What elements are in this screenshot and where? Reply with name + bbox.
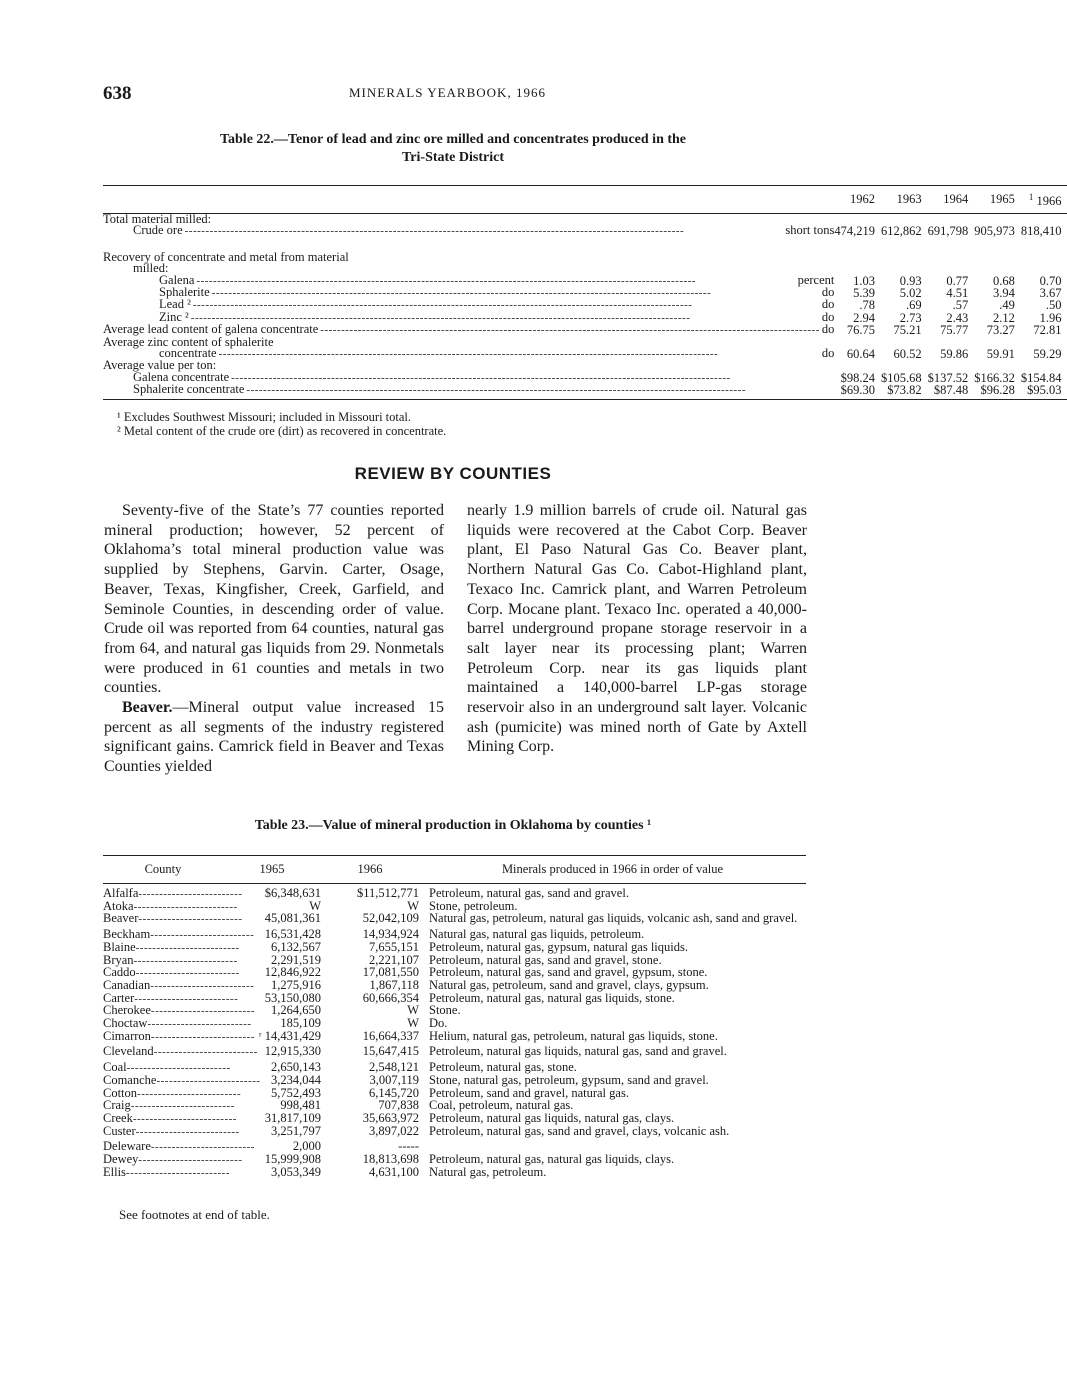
row-label-text: Average lead content of galena concentrate	[103, 322, 319, 337]
table23-minerals: Petroleum, natural gas, sand and gravel, clays, volcanic ash.	[429, 1123, 730, 1138]
county-name: Bryan -----	[103, 953, 238, 967]
table22-cell-1962: 2.94	[853, 310, 875, 325]
row-label-text: concentrate	[159, 346, 217, 361]
table22-cell-1963: 5.02	[899, 286, 922, 301]
table23-value-1966: 15,647,415	[362, 1044, 419, 1059]
table23-value-1965: 3,053,349	[271, 1164, 321, 1179]
table23-minerals: Coal, petroleum, natural gas.	[429, 1098, 574, 1113]
table23-value-1965: 3,251,797	[271, 1123, 321, 1138]
table22-title-line2: Tri-State District	[402, 150, 504, 165]
table22-cell-1963: $105.68	[880, 370, 922, 385]
table22-cell-1964: 0.77	[946, 273, 969, 288]
table23-value-1966: W	[407, 898, 419, 913]
table23-row	[103, 1167, 806, 1180]
text-column-right	[467, 501, 807, 757]
table22-cell-1966: 0.70	[1039, 273, 1062, 288]
table23-minerals: Petroleum, natural gas, gypsum, natural gas liquids.	[429, 939, 688, 954]
table23-value-1965: 1,275,916	[271, 977, 321, 992]
table22-cell-1965: $96.28	[974, 384, 1021, 399]
table22-cell-1964: 2.43	[946, 310, 969, 325]
table22-row	[103, 263, 1067, 274]
table22-cell-1966: 3.67	[1039, 286, 1062, 301]
table22-cell-1962: 76.75	[846, 323, 875, 338]
table22-cell-1966: 1.96	[1039, 310, 1062, 325]
table23-value-1966: 2,548,121	[369, 1060, 419, 1075]
table23-minerals: Stone, natural gas, petroleum, gypsum, sand and gravel.	[429, 1072, 709, 1087]
table22-cell-1963: 612,862	[880, 224, 922, 239]
table22-row-label	[103, 287, 834, 299]
table23-title: Table 23.—Value of mineral production in Oklahoma by counties ¹	[254, 818, 652, 833]
table22-cell-1964: 59.86	[940, 347, 969, 362]
table22-row	[103, 360, 1067, 371]
table23-value-1966: 4,631,100	[369, 1164, 419, 1179]
row-label-text: Lead ²	[159, 297, 191, 312]
table23-value-1965: 45,081,361	[264, 911, 321, 926]
table22-cell-1964: $87.48	[928, 384, 975, 399]
table23-minerals: Petroleum, natural gas, sand and gravel.	[429, 886, 629, 900]
table22-cell-1962: 1.03	[853, 273, 875, 288]
table22-cell-1966: 818,410	[1020, 224, 1062, 239]
table23-value-1966: 18,813,698	[362, 1152, 419, 1167]
table23-value-1966: $11,512,771	[356, 886, 419, 900]
table23-header-row	[103, 856, 806, 884]
table23-value-1966: 17,081,550	[362, 965, 419, 980]
table23-minerals: Natural gas, petroleum, sand and gravel, clays, gypsum.	[429, 977, 709, 992]
table23-value-1965: 53,150,080	[264, 990, 321, 1005]
county-name: Deleware -----	[103, 1139, 255, 1153]
table23-minerals: Helium, natural gas, petroleum, natural gas liquids, stone.	[429, 1028, 718, 1043]
table23-value-1965: 16,531,428	[264, 927, 321, 942]
dot-leader	[196, 275, 795, 287]
row-label-text: Average zinc content of sphalerite	[103, 334, 274, 349]
row-unit: short tons	[785, 223, 835, 238]
table22-cell-1962: 5.39	[853, 286, 875, 301]
table23-minerals: Petroleum, natural gas, natural gas liquids, stone.	[429, 990, 675, 1005]
table23-value-1965: 1,264,650	[271, 1003, 321, 1018]
county-name: Beaver -----	[103, 911, 242, 925]
table23-minerals: Petroleum, natural gas, natural gas liquids, clays.	[429, 1152, 675, 1167]
row-label-text: Zinc ²	[159, 309, 189, 324]
table23-minerals: Stone.	[429, 1003, 461, 1018]
footnote-marker: 1	[1028, 191, 1034, 202]
table23-minerals: Petroleum, sand and gravel, natural gas.	[429, 1085, 629, 1100]
footnote-1: ¹ Excludes Southwest Missouri; included in Missouri total.	[117, 410, 412, 424]
table22-header-1965: 1965	[974, 186, 1021, 214]
table22-title	[103, 131, 803, 167]
table22-cell-1962: $98.24	[840, 370, 875, 385]
paragraph-intro: Seventy-five of the State’s 77 counties reported mineral production; however, 52 percent of Oklahoma’s total mineral production value was supplied by Stephens, Garvin. Carter, Osage, Beaver, Texas, Kingfisher, Creek, Garfield, and Seminole Counties, in descending order of value. Crude oil was reported from 64 counties, natural gas from 64, and natural gas liquids from 29. Nonmetals were produced in 61 counties and metals in two counties.	[104, 502, 444, 697]
row-label-text: Sphalerite	[159, 285, 210, 300]
table22-cell-1965: $166.32	[974, 370, 1015, 385]
table22-cell-1963: .69	[905, 298, 922, 313]
table22-cell-1965: 3.94	[992, 286, 1015, 301]
table23-minerals: Petroleum, natural gas, sand and gravel, stone.	[429, 952, 662, 967]
table22-header-1962: 1962	[834, 186, 881, 214]
table22-cell-1962: .78	[859, 298, 875, 313]
table23-value-1965: 15,999,908	[264, 1152, 321, 1167]
county-name: Alfalfa -----	[103, 886, 242, 900]
table23-value-1966: W	[407, 1003, 419, 1018]
dot-leader	[212, 287, 820, 299]
table23-value-1965: 6,132,567	[271, 939, 321, 954]
page-number: 638	[103, 83, 132, 104]
paragraph-continued: nearly 1.9 million barrels of crude oil. Natural gas liquids were recovered at the Cabot Corp. Beaver plant, El Paso Natural Gas Co. Beaver plant, Northern Natural Gas Co. Cabot-Highland plant, Texaco Inc. Camrick plant, and Warren Petroleum Corp. Mocane plant. Texaco Inc. operated a 40,000-barrel underground propane storage reservoir in a salt layer near its processing plant; Warren Petroleum Corp. near its gas liquids plant maintained a 140,000-barrel LP-gas storage reservoir also in an underground salt layer. Volcanic ash (pumicite) was mined north of Gate by Axtell Mining Corp.	[467, 502, 807, 756]
county-name: Beckham -----	[103, 927, 254, 941]
table23-value-1966: 2,221,107	[369, 952, 419, 967]
table22-cell-1965: 0.68	[992, 273, 1015, 288]
table22-cell-1962: $69.30	[834, 384, 881, 399]
table22-row-label	[103, 299, 834, 311]
table22-header-1963: 1963	[881, 186, 928, 214]
paragraph-beaver	[104, 698, 444, 777]
table22-cell-1963: 2.73	[899, 310, 922, 325]
table22-footnotes	[117, 410, 446, 438]
row-label-text: Crude ore	[133, 223, 183, 238]
dot-leader	[193, 299, 820, 311]
table22-cell-1962: 60.64	[846, 347, 875, 362]
table22-cell-1963	[881, 252, 928, 263]
table22-cell-1963: $73.82	[881, 384, 928, 399]
table23-value-1965: 5,752,493	[271, 1085, 321, 1100]
table23-value-1965: 12,846,922	[264, 965, 321, 980]
table22-cell-1963: 60.52	[893, 347, 922, 362]
table22-cell-1966: $154.84	[1020, 370, 1062, 385]
row-label-text: Average value per ton:	[103, 358, 217, 373]
table22-row-label	[103, 384, 834, 399]
paragraph-beaver-text: —Mineral output value increased 15 percent as all segments of the industry registered significant gains. Camrick field in Beaver and Texas Counties yielded	[104, 699, 444, 776]
table23-value-1966: 1,867,118	[369, 977, 419, 992]
table23-value-1965: 12,915,330	[264, 1044, 321, 1059]
dot-leader	[231, 372, 832, 384]
row-unit: do	[821, 285, 835, 300]
table22-row	[103, 384, 1067, 399]
text-column-left	[104, 501, 444, 777]
table23-value-1966: 16,664,337	[362, 1028, 419, 1043]
county-name: Cimarron -----	[103, 1029, 255, 1043]
table22-title-line1: Table 22.—Tenor of lead and zinc ore milled and concentrates produced in the	[219, 132, 687, 147]
table22-cell-1964: .57	[952, 298, 969, 313]
table22-row	[103, 372, 1067, 384]
row-label-text: Total material milled:	[103, 212, 212, 226]
table23-value-1965: 998,481	[280, 1098, 321, 1113]
table22-cell-1964	[928, 263, 975, 274]
row-unit: do	[821, 346, 835, 361]
table22-cell-1964	[928, 252, 975, 263]
table23-header-1966: 1966	[321, 856, 419, 884]
table22-row	[103, 252, 1067, 263]
table22-row	[103, 299, 1067, 311]
county-name: Comanche -----	[103, 1073, 261, 1087]
table23-value-1966: W	[407, 1016, 419, 1031]
county-name: Atoka -----	[103, 899, 238, 913]
table22-cell-1962	[834, 252, 881, 263]
table22-cell-1965: 2.12	[992, 310, 1015, 325]
row-label-text: Galena	[159, 272, 195, 287]
county-name: Cherokee -----	[103, 1003, 255, 1017]
table22-cell-1965: 905,973	[974, 224, 1015, 239]
row-unit: do	[821, 297, 835, 312]
table22-cell-1962: 474,219	[834, 224, 875, 239]
dot-leader	[219, 348, 820, 360]
table23-value-1966: 7,655,151	[369, 939, 419, 954]
row-label-text: Galena concentrate	[133, 369, 230, 384]
table22-cell-1966: 72.81	[1033, 323, 1062, 338]
table23-body	[103, 884, 806, 1180]
table23-header-minerals: Minerals produced in 1966 in order of value	[419, 856, 806, 884]
table22-row-label	[103, 263, 834, 274]
row-label-text: Sphalerite concentrate	[133, 382, 245, 397]
table23-minerals: Petroleum, natural gas liquids, natural gas, sand and gravel.	[429, 1044, 727, 1059]
county-name: Custer -----	[103, 1124, 240, 1138]
table22-header-row	[103, 186, 1067, 214]
table22-cell-1964: $137.52	[927, 370, 969, 385]
county-name: Creek -----	[103, 1111, 237, 1125]
county-name: Coal -----	[103, 1060, 231, 1074]
table22-cell-1966: 59.29	[1033, 347, 1062, 362]
table23-value-1966: 60,666,354	[362, 990, 419, 1005]
table22-cell-1965	[974, 263, 1021, 274]
table23-minerals: Petroleum, natural gas liquids, natural gas, clays.	[429, 1110, 675, 1125]
table23-value-1966: 35,663,972	[362, 1110, 419, 1125]
table22	[103, 185, 1062, 400]
table23-minerals: Do.	[429, 1016, 448, 1031]
table22-row	[103, 275, 1067, 287]
paragraph-beaver-lead: Beaver.	[122, 699, 173, 717]
table22-cell-1964: 75.77	[940, 323, 969, 338]
table22-row	[103, 348, 1067, 360]
see-footnotes-note: See footnotes at end of table.	[119, 1207, 270, 1222]
table22-row-label	[103, 214, 834, 226]
county-name: Cotton -----	[103, 1086, 241, 1100]
row-unit: percent	[797, 272, 835, 287]
table22-row	[103, 214, 1067, 226]
table23-value-1966: 6,145,720	[369, 1085, 419, 1100]
table22-row-label	[103, 272, 835, 287]
running-title: MINERALS YEARBOOK, 1966	[349, 85, 546, 100]
table22-cell-1963	[881, 263, 928, 274]
row-label-text: milled:	[133, 261, 169, 276]
table23-minerals: Petroleum, natural gas, sand and gravel, gypsum, stone.	[429, 965, 708, 980]
table23-minerals: Natural gas, petroleum.	[429, 1164, 547, 1179]
table22-cell-1965	[974, 252, 1021, 263]
table22-header-1964: 1964	[928, 186, 975, 214]
row-unit: do	[821, 309, 835, 324]
table23-minerals: Petroleum, natural gas, stone.	[429, 1060, 577, 1075]
table23-value-1966: 3,007,119	[369, 1072, 419, 1087]
table23-value-1965: 2,000	[292, 1139, 321, 1154]
row-unit: do	[821, 322, 835, 337]
county-name: Carter -----	[103, 991, 238, 1005]
table22-row-label	[103, 225, 834, 237]
dot-leader	[320, 324, 820, 336]
table22-row	[103, 337, 1067, 348]
table23-value-1965: 31,817,109	[264, 1110, 321, 1125]
county-name: Canadian -----	[103, 978, 254, 992]
table22-cell-1966: $95.03	[1021, 384, 1067, 399]
page-header	[103, 83, 803, 105]
table22-cell-1965: .49	[999, 298, 1015, 313]
table22-row	[103, 287, 1067, 299]
table23-minerals: Natural gas, petroleum, natural gas liquids, volcanic ash, sand and gravel.	[429, 911, 798, 926]
county-name: Cleveland -----	[103, 1044, 258, 1058]
table22-row	[103, 225, 1067, 237]
county-name: Blaine -----	[103, 940, 240, 954]
dot-leader	[246, 384, 832, 396]
table23-value-1965: 185,109	[280, 1016, 321, 1031]
table23-minerals: Natural gas, natural gas liquids, petroleum.	[429, 927, 645, 942]
table22-cell-1964: 691,798	[927, 224, 969, 239]
table23-header-1965: 1965	[223, 856, 321, 884]
table23-value-1965: 2,291,519	[271, 952, 321, 967]
table23-value-1965: 2,650,143	[271, 1060, 321, 1075]
dot-leader	[185, 225, 784, 237]
county-name: Dewey -----	[103, 1152, 242, 1166]
table23-value-1965: W	[309, 898, 321, 913]
table23-header-county: County	[103, 856, 223, 884]
county-name: Craig -----	[103, 1098, 235, 1112]
table22-cell-1966: .50	[1045, 298, 1062, 313]
table23	[103, 855, 806, 1179]
table22-cell-1962	[834, 263, 881, 274]
table22-cell-1966	[1021, 263, 1067, 274]
table22-cell-1964: 4.51	[946, 286, 969, 301]
table22-header-1966: $^1$ 1966	[1021, 186, 1067, 214]
table23-value-1965: 3,234,044	[271, 1072, 321, 1087]
table22-header-label	[103, 186, 834, 214]
table22-row-label	[103, 249, 834, 264]
table22-cell-1965: 59.91	[986, 347, 1015, 362]
footnote-2: ² Metal content of the crude ore (dirt) as recovered in concentrate.	[117, 424, 447, 438]
row-label-text: Recovery of concentrate and metal from material	[103, 249, 349, 264]
table23-minerals: Stone, petroleum.	[429, 898, 518, 913]
table23-value-1966: 52,042,109	[362, 911, 419, 926]
county-name: Caddo -----	[103, 965, 240, 979]
table22-cell-1966	[1021, 252, 1067, 263]
table23-value-1965: $6,348,631	[264, 886, 321, 900]
section-heading: REVIEW BY COUNTIES	[354, 464, 552, 483]
table23-value-1966: 14,934,924	[362, 927, 419, 942]
table22-body	[103, 214, 1067, 400]
table23-value-1965: ʳ 14,431,429	[258, 1028, 321, 1043]
table23-value-1966: -----	[398, 1139, 419, 1154]
table22-cell-1963: 75.21	[893, 323, 922, 338]
table22-cell-1965: 73.27	[986, 323, 1015, 338]
table22-cell-1963: 0.93	[899, 273, 922, 288]
table23-value-1966: 3,897,022	[369, 1123, 419, 1138]
table23-value-1966: 707,838	[378, 1098, 419, 1113]
county-name: Choctaw -----	[103, 1016, 252, 1030]
table23-county	[103, 1164, 223, 1180]
county-name: Ellis -----	[103, 1165, 230, 1179]
